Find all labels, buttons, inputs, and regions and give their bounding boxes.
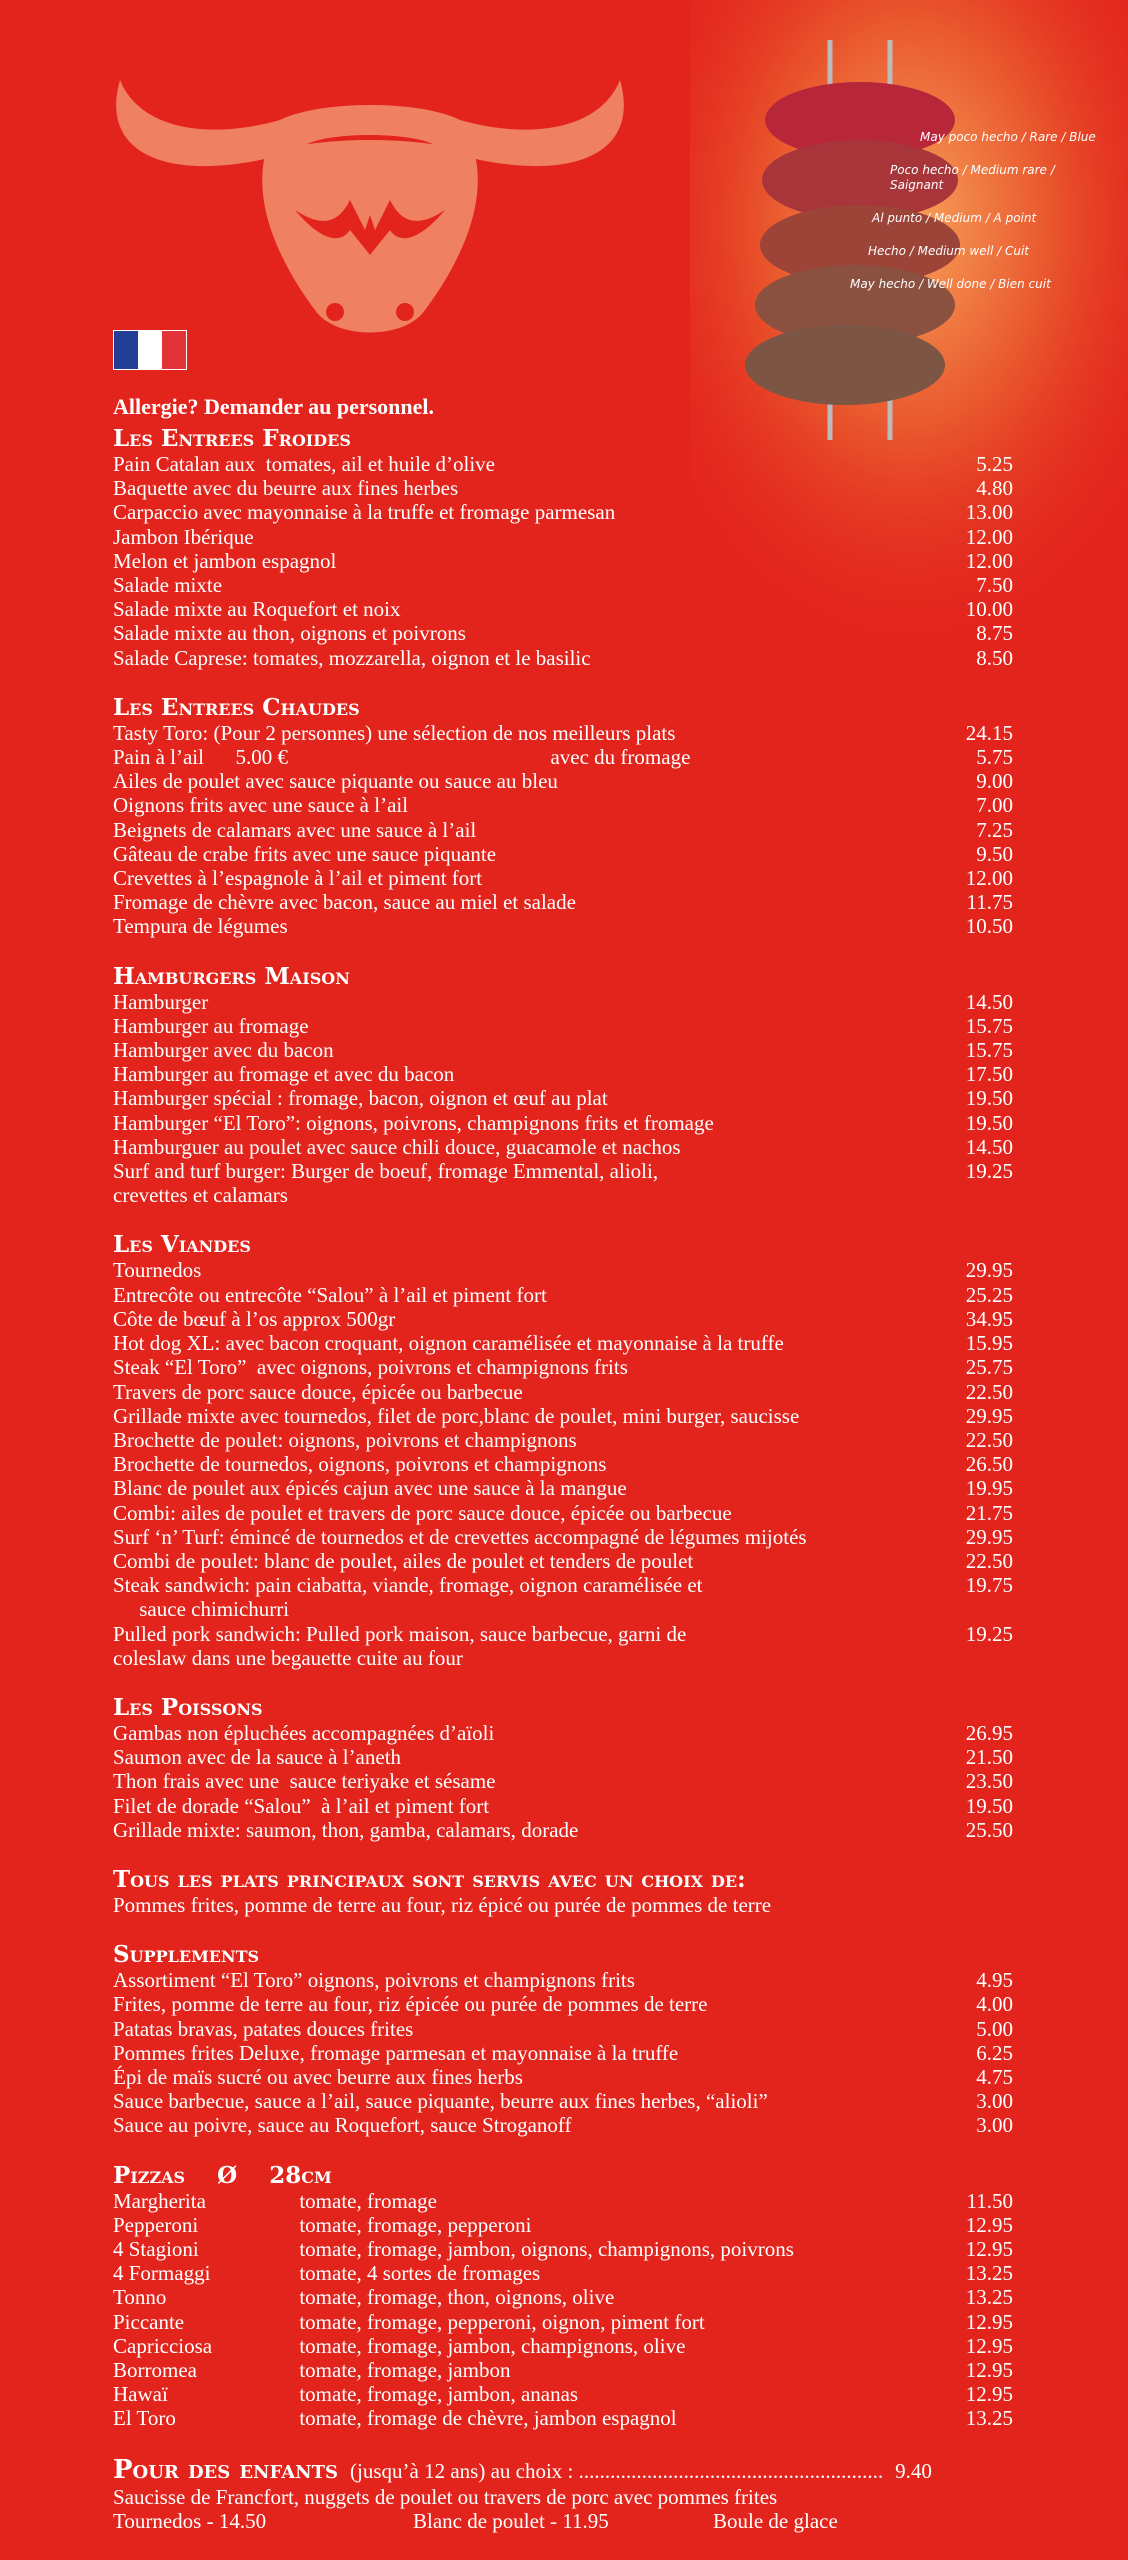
pizza-name: Capricciosa bbox=[113, 2333, 213, 2358]
pizza-price: 12.95 bbox=[965, 2309, 1013, 2334]
menu-item bbox=[113, 1622, 1013, 1670]
pizza-desc: tomate, fromage de chèvre, jambon espagnol bbox=[299, 2406, 677, 2431]
item-name: Steak sandwich: pain ciabatta, viande, fromage, oignon caramélisée et sauce chimichurri bbox=[113, 1573, 703, 1622]
item-price: 10.50 bbox=[965, 914, 1013, 939]
item-price: 15.75 bbox=[965, 1038, 1013, 1063]
item-price: 21.75 bbox=[965, 1500, 1013, 1525]
section-title: Les Poissons bbox=[113, 1693, 263, 1721]
doneness-label: Poco hecho / Medium rare / Saignant bbox=[890, 163, 1055, 192]
item-price: 4.95 bbox=[976, 1968, 1013, 1993]
kids-option: Boule de glace bbox=[713, 2508, 838, 2533]
menu-section bbox=[113, 425, 1013, 670]
item-name: Épi de maïs sucré ou avec beurre aux fines herbs bbox=[113, 2064, 523, 2089]
item-price: 8.50 bbox=[976, 645, 1013, 670]
item-price: 15.75 bbox=[965, 1013, 1013, 1038]
pizza-item bbox=[113, 2358, 1013, 2382]
menu-item bbox=[113, 1283, 1013, 1307]
bull-logo bbox=[100, 40, 640, 360]
item-price: 29.95 bbox=[965, 1403, 1013, 1428]
pizza-name: Pepperoni bbox=[113, 2212, 199, 2237]
pizza-item bbox=[113, 2237, 1013, 2261]
menu-item bbox=[113, 621, 1013, 645]
pizza-item bbox=[113, 2261, 1013, 2285]
item-name: Salade mixte au Roquefort et noix bbox=[113, 597, 401, 622]
menu-item bbox=[113, 818, 1013, 842]
item-price: 5.25 bbox=[976, 452, 1013, 476]
menu-item bbox=[113, 1014, 1013, 1038]
menu-item bbox=[113, 990, 1013, 1014]
item-price: 19.95 bbox=[965, 1476, 1013, 1501]
item-name: Salade Caprese: tomates, mozzarella, oignon et le basilic bbox=[113, 645, 591, 670]
pizza-price: 12.95 bbox=[965, 2358, 1013, 2382]
item-price: 14.50 bbox=[965, 989, 1013, 1014]
item-price: 25.75 bbox=[965, 1355, 1013, 1380]
menu-item bbox=[113, 1307, 1013, 1331]
item-price: 3.00 bbox=[976, 2113, 1013, 2138]
pizza-item bbox=[113, 2213, 1013, 2237]
menu-item bbox=[113, 1111, 1013, 1135]
pizza-item bbox=[113, 2406, 1013, 2430]
menu-item bbox=[113, 1721, 1013, 1745]
sides-section bbox=[113, 1866, 1013, 1917]
item-name: Brochette de poulet: oignons, poivrons et champignons bbox=[113, 1427, 577, 1452]
menu-item bbox=[113, 1258, 1013, 1282]
menu-item bbox=[113, 525, 1013, 549]
item-price: 9.00 bbox=[976, 769, 1013, 794]
item-price: 19.75 bbox=[965, 1573, 1013, 1598]
item-name: Tempura de légumes bbox=[113, 914, 288, 939]
item-price: 11.75 bbox=[966, 890, 1013, 915]
item-price: 19.50 bbox=[965, 1086, 1013, 1111]
item-price: 12.00 bbox=[965, 524, 1013, 549]
menu-item bbox=[113, 1452, 1013, 1476]
item-price: 29.95 bbox=[965, 1524, 1013, 1549]
item-price: 19.50 bbox=[965, 1110, 1013, 1135]
item-name: Salade mixte au thon, oignons et poivrons bbox=[113, 621, 466, 646]
doneness-label: Hecho / Medium well / Cuit bbox=[868, 244, 1029, 258]
item-price: 19.50 bbox=[965, 1793, 1013, 1818]
item-price: 19.25 bbox=[965, 1621, 1013, 1646]
item-name: Brochette de tournedos, oignons, poivrons et champignons bbox=[113, 1452, 607, 1477]
pizza-price: 13.25 bbox=[965, 2285, 1013, 2310]
menu-item bbox=[113, 1794, 1013, 1818]
menu-item bbox=[113, 914, 1013, 938]
menu-item bbox=[113, 1062, 1013, 1086]
menu bbox=[113, 425, 1013, 2533]
pizza-item bbox=[113, 2310, 1013, 2334]
item-price: 12.00 bbox=[965, 866, 1013, 891]
item-price: 26.95 bbox=[965, 1720, 1013, 1745]
pizza-name: Hawaï bbox=[113, 2382, 168, 2407]
pizza-desc: tomate, fromage, jambon, ananas bbox=[299, 2382, 579, 2407]
section-title: Pour des enfants bbox=[113, 2454, 339, 2485]
item-price: 4.80 bbox=[976, 476, 1013, 501]
item-price: 12.00 bbox=[965, 548, 1013, 573]
item-name: Baquette avec du beurre aux fines herbes bbox=[113, 476, 459, 501]
allergy-notice: Allergie? Demander au personnel. bbox=[113, 394, 435, 419]
doneness-label: May poco hecho / Rare / Blue bbox=[920, 130, 1096, 144]
doneness-label: May hecho / Well done / Bien cuit bbox=[850, 277, 1051, 291]
pizza-name: Piccante bbox=[113, 2309, 185, 2334]
pizza-item bbox=[113, 2334, 1013, 2358]
menu-section bbox=[113, 963, 1013, 1208]
doneness-labels bbox=[850, 130, 1128, 292]
item-name: Surf and turf burger: Burger de boeuf, fromage Emmental, alioli, crevettes et calamars bbox=[113, 1159, 659, 1208]
pizza-desc: tomate, fromage, thon, oignons, olive bbox=[299, 2285, 615, 2310]
menu-item bbox=[113, 1404, 1013, 1428]
menu-item bbox=[113, 549, 1013, 573]
item-name: Patatas bravas, patates douces frites bbox=[113, 2016, 414, 2041]
item-price: 24.15 bbox=[965, 720, 1013, 745]
pizza-price: 12.95 bbox=[965, 2333, 1013, 2358]
menu-item bbox=[113, 2041, 1013, 2065]
pizza-price: 12.95 bbox=[965, 2212, 1013, 2237]
menu-item bbox=[113, 2113, 1013, 2137]
item-name: Hamburguer au poulet avec sauce chili douce, guacamole et nachos bbox=[113, 1134, 681, 1159]
menu-item bbox=[113, 1573, 1013, 1621]
menu-item bbox=[113, 452, 1013, 476]
pizza-price: 11.50 bbox=[966, 2188, 1013, 2213]
kids-option: Blanc de poulet - 11.95 bbox=[413, 2508, 609, 2533]
menu-item bbox=[113, 646, 1013, 670]
kids-options bbox=[113, 2509, 1013, 2533]
item-name: Salade mixte bbox=[113, 573, 223, 598]
menu-section bbox=[113, 1231, 1013, 1669]
item-name: Steak “El Toro” avec oignons, poivrons et champignons frits bbox=[113, 1355, 628, 1380]
menu-item bbox=[113, 842, 1013, 866]
pizza-price: 12.95 bbox=[965, 2382, 1013, 2407]
item-name: Crevettes à l’espagnole à l’ail et piment fort bbox=[113, 866, 483, 891]
pizza-name: El Toro bbox=[113, 2406, 176, 2431]
item-price: 13.00 bbox=[965, 500, 1013, 525]
item-name: Assortiment “El Toro” oignons, poivrons et champignons frits bbox=[113, 1968, 635, 1993]
menu-item bbox=[113, 1525, 1013, 1549]
item-name: Filet de dorade “Salou” à l’ail et piment fort bbox=[113, 1793, 490, 1818]
section-title: Les Entrees Chaudes bbox=[113, 693, 360, 721]
item-name: Ailes de poulet avec sauce piquante ou sauce au bleu bbox=[113, 769, 558, 794]
item-price: 4.00 bbox=[976, 1992, 1013, 2017]
item-price: 9.50 bbox=[976, 841, 1013, 866]
item-name: Combi de poulet: blanc de poulet, ailes de poulet et tenders de poulet bbox=[113, 1548, 694, 1573]
item-name: Frites, pomme de terre au four, riz épicée ou purée de pommes de terre bbox=[113, 1992, 708, 2017]
french-flag-icon[interactable] bbox=[113, 330, 187, 370]
menu-item bbox=[113, 1992, 1013, 2016]
menu-item bbox=[113, 793, 1013, 817]
supplements-section bbox=[113, 1941, 1013, 2137]
item-price: 21.50 bbox=[965, 1745, 1013, 1770]
item-price: 19.25 bbox=[965, 1159, 1013, 1184]
item-name: Hot dog XL: avec bacon croquant, oignon caramélisée et mayonnaise à la truffe bbox=[113, 1331, 784, 1356]
menu-item bbox=[113, 1549, 1013, 1573]
pizza-desc: tomate, fromage, pepperoni bbox=[299, 2212, 532, 2237]
menu-item bbox=[113, 890, 1013, 914]
section-title: Hamburgers Maison bbox=[113, 962, 350, 990]
pizza-desc: tomate, 4 sortes de fromages bbox=[299, 2261, 541, 2286]
menu-item bbox=[113, 1086, 1013, 1110]
item-name: Oignons frits avec une sauce à l’ail bbox=[113, 793, 409, 818]
item-price: 29.95 bbox=[965, 1258, 1013, 1283]
menu-item bbox=[113, 1135, 1013, 1159]
kids-section bbox=[113, 2455, 1013, 2533]
pizza-desc: tomate, fromage, jambon bbox=[299, 2358, 511, 2382]
item-name: Pommes frites Deluxe, fromage parmesan et mayonnaise à la truffe bbox=[113, 2040, 679, 2065]
section-title: Tous les plats principaux sont servis avec un choix de: bbox=[113, 1865, 746, 1893]
section-title: Les Entrees Froides bbox=[113, 425, 351, 452]
pizza-price: 13.25 bbox=[965, 2406, 1013, 2431]
menu-item bbox=[113, 1501, 1013, 1525]
pizza-desc: tomate, fromage, pepperoni, oignon, piment fort bbox=[299, 2309, 705, 2334]
kids-price: 9.40 bbox=[895, 2458, 932, 2483]
menu-item bbox=[113, 1159, 1013, 1207]
menu-item bbox=[113, 1038, 1013, 1062]
item-price: 25.25 bbox=[965, 1282, 1013, 1307]
item-name: Hamburger bbox=[113, 989, 209, 1014]
item-name: Tournedos bbox=[113, 1258, 202, 1283]
menu-item bbox=[113, 573, 1013, 597]
menu-section bbox=[113, 1694, 1013, 1842]
menu-item bbox=[113, 1380, 1013, 1404]
kids-subtitle: (jusqu’à 12 ans) au choix : .......................................................... bbox=[350, 2458, 884, 2483]
menu-item bbox=[113, 500, 1013, 524]
item-name: Sauce au poivre, sauce au Roquefort, sauce Stroganoff bbox=[113, 2113, 572, 2138]
item-price: 8.75 bbox=[976, 621, 1013, 646]
pizza-price: 12.95 bbox=[965, 2236, 1013, 2261]
pizza-name: 4 Formaggi bbox=[113, 2261, 211, 2286]
item-name: Pulled pork sandwich: Pulled pork maison, sauce barbecue, garni de coleslaw dans une begauette cuite au four bbox=[113, 1621, 687, 1670]
item-price: 6.25 bbox=[976, 2040, 1013, 2065]
item-name: Saumon avec de la sauce à l’aneth bbox=[113, 1745, 402, 1770]
item-name: Gâteau de crabe frits avec une sauce piquante bbox=[113, 841, 497, 866]
pizza-name: Borromea bbox=[113, 2358, 197, 2382]
menu-item bbox=[113, 1968, 1013, 1992]
item-price: 5.00 bbox=[976, 2016, 1013, 2041]
pizza-item bbox=[113, 2285, 1013, 2309]
menu-item bbox=[113, 769, 1013, 793]
item-name: Gambas non épluchées accompagnées d’aïoli bbox=[113, 1720, 495, 1745]
item-name: Fromage de chèvre avec bacon, sauce au miel et salade bbox=[113, 890, 576, 915]
item-name: Grillade mixte avec tournedos, filet de porc,blanc de poulet, mini burger, saucisse bbox=[113, 1403, 800, 1428]
item-name: Hamburger au fromage bbox=[113, 1013, 309, 1038]
sides-text: Pommes frites, pomme de terre au four, riz épicé ou purée de pommes de terre bbox=[113, 1892, 772, 1917]
kids-line: Saucisse de Francfort, nuggets de poulet ou travers de porc avec pommes frites bbox=[113, 2484, 778, 2509]
pizza-name: 4 Stagioni bbox=[113, 2236, 199, 2261]
item-price: 34.95 bbox=[965, 1306, 1013, 1331]
pizzas-section bbox=[113, 2162, 1013, 2431]
item-price: 14.50 bbox=[965, 1134, 1013, 1159]
section-title: Supplements bbox=[113, 1941, 260, 1969]
item-name: Hamburger spécial : fromage, bacon, oignon et œuf au plat bbox=[113, 1086, 608, 1111]
item-name: Hamburger au fromage et avec du bacon bbox=[113, 1062, 455, 1087]
item-price: 22.50 bbox=[965, 1548, 1013, 1573]
pizza-desc: tomate, fromage bbox=[299, 2188, 437, 2213]
section-title: Pizzas Ø 28cm bbox=[113, 2161, 332, 2189]
menu-item bbox=[113, 1745, 1013, 1769]
item-name: Tasty Toro: (Pour 2 personnes) une sélection de nos meilleurs plats bbox=[113, 720, 676, 745]
menu-item bbox=[113, 2017, 1013, 2041]
item-price: 10.00 bbox=[965, 597, 1013, 622]
pizza-desc: tomate, fromage, jambon, oignons, champignons, poivrons bbox=[299, 2236, 794, 2261]
pizza-name: Margherita bbox=[113, 2188, 206, 2213]
item-name: Jambon Ibérique bbox=[113, 524, 254, 549]
menu-item bbox=[113, 1769, 1013, 1793]
item-name: Surf ‘n’ Turf: émincé de tournedos et de crevettes accompagné de légumes mijotés bbox=[113, 1524, 807, 1549]
item-name: Carpaccio avec mayonnaise à la truffe et fromage parmesan bbox=[113, 500, 616, 525]
item-name: Hamburger “El Toro”: oignons, poivrons, champignons frits et fromage bbox=[113, 1110, 714, 1135]
menu-item bbox=[113, 1428, 1013, 1452]
menu-item bbox=[113, 2089, 1013, 2113]
item-name: Combi: ailes de poulet et travers de porc sauce douce, épicée ou barbecue bbox=[113, 1500, 732, 1525]
item-name: Travers de porc sauce douce, épicée ou barbecue bbox=[113, 1379, 523, 1404]
item-name: Pain Catalan aux tomates, ail et huile d’olive bbox=[113, 452, 495, 476]
pizza-item bbox=[113, 2382, 1013, 2406]
menu-item bbox=[113, 1818, 1013, 1842]
menu-item bbox=[113, 476, 1013, 500]
menu-item bbox=[113, 1331, 1013, 1355]
item-price: 15.95 bbox=[965, 1331, 1013, 1356]
item-name: Grillade mixte: saumon, thon, gamba, calamars, dorade bbox=[113, 1817, 579, 1842]
item-price: 4.75 bbox=[976, 2064, 1013, 2089]
item-name: Melon et jambon espagnol bbox=[113, 548, 337, 573]
item-price: 17.50 bbox=[965, 1062, 1013, 1087]
item-name: Entrecôte ou entrecôte “Salou” à l’ail et piment fort bbox=[113, 1282, 547, 1307]
menu-section bbox=[113, 694, 1013, 939]
kids-header bbox=[113, 2455, 1013, 2485]
item-price: 3.00 bbox=[976, 2089, 1013, 2114]
pizza-item bbox=[113, 2189, 1013, 2213]
item-price: 7.00 bbox=[976, 793, 1013, 818]
item-price: 26.50 bbox=[965, 1452, 1013, 1477]
item-price: 22.50 bbox=[965, 1379, 1013, 1404]
item-name: Sauce barbecue, sauce a l’ail, sauce piquante, beurre aux fines herbes, “alioli” bbox=[113, 2089, 768, 2114]
item-price: 25.50 bbox=[965, 1817, 1013, 1842]
menu-item bbox=[113, 2065, 1013, 2089]
item-name: Thon frais avec une sauce teriyake et sésame bbox=[113, 1769, 496, 1794]
item-price: 23.50 bbox=[965, 1769, 1013, 1794]
doneness-label: Al punto / Medium / A point bbox=[872, 211, 1037, 225]
item-price: 22.50 bbox=[965, 1427, 1013, 1452]
item-price: 7.25 bbox=[976, 817, 1013, 842]
item-name: Pain à l’ail 5.00 € avec du fromage bbox=[113, 745, 691, 770]
item-name: Côte de bœuf à l’os approx 500gr bbox=[113, 1306, 396, 1331]
item-price: 7.50 bbox=[976, 573, 1013, 598]
pizza-desc: tomate, fromage, jambon, champignons, olive bbox=[299, 2333, 686, 2358]
menu-item bbox=[113, 721, 1013, 745]
menu-item bbox=[113, 745, 1013, 769]
item-name: Beignets de calamars avec une sauce à l’ail bbox=[113, 817, 477, 842]
pizza-name: Tonno bbox=[113, 2285, 167, 2310]
menu-item bbox=[113, 866, 1013, 890]
pizza-price: 13.25 bbox=[965, 2261, 1013, 2286]
item-name: Hamburger avec du bacon bbox=[113, 1038, 334, 1063]
menu-item bbox=[113, 597, 1013, 621]
menu-item bbox=[113, 1355, 1013, 1379]
menu-item bbox=[113, 1476, 1013, 1500]
section-title: Les Viandes bbox=[113, 1231, 251, 1259]
kids-option: Tournedos - 14.50 bbox=[113, 2508, 267, 2533]
item-price: 5.75 bbox=[976, 745, 1013, 770]
item-name: Blanc de poulet aux épicés cajun avec une sauce à la mangue bbox=[113, 1476, 627, 1501]
